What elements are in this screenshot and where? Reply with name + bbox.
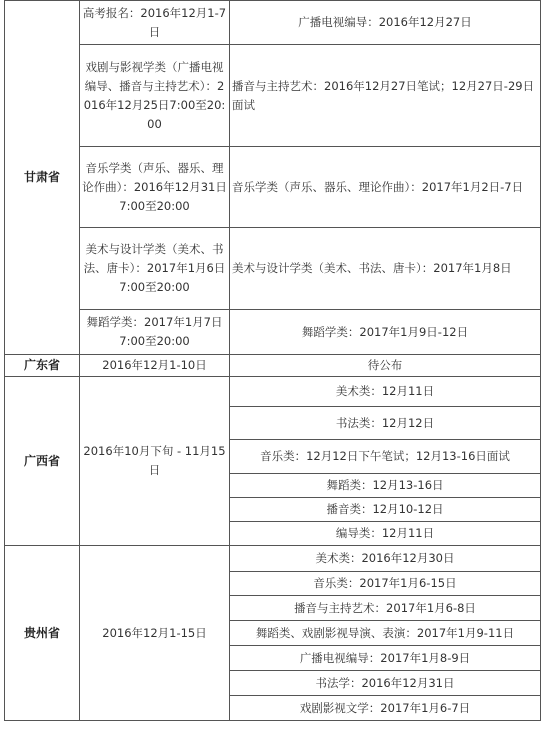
exam-cell: 书法学：2016年12月31日	[230, 671, 541, 696]
exam-cell: 编导类：12月11日	[230, 522, 541, 546]
exam-cell: 播音类：12月10-12日	[230, 498, 541, 522]
exam-cell: 广播电视编导：2016年12月27日	[230, 1, 541, 45]
exam-cell: 播音与主持艺术：2016年12月27日笔试；12月27日-29日面试	[230, 45, 541, 147]
registration-cell: 2016年12月1-10日	[80, 355, 230, 377]
exam-cell: 舞蹈类、戏剧影视导演、表演：2017年1月9-11日	[230, 621, 541, 646]
registration-cell: 2016年12月1-15日	[80, 546, 230, 721]
exam-cell: 戏剧影视文学：2017年1月6-7日	[230, 696, 541, 721]
exam-cell: 音乐类：12月12日下午笔试；12月13-16日面试	[230, 440, 541, 474]
registration-cell: 2016年10月下旬 - 11月15日	[80, 377, 230, 546]
province-cell-gansu: 甘肃省	[5, 1, 80, 355]
table-row	[5, 546, 541, 572]
registration-cell: 舞蹈学类：2017年1月7日7:00至20:00	[80, 310, 230, 355]
table-row	[5, 147, 541, 228]
registration-cell: 戏剧与影视学类（广播电视编导、播音与主持艺术）：2016年12月25日7:00至20:00	[80, 45, 230, 147]
exam-cell: 播音与主持艺术：2017年1月6-8日	[230, 596, 541, 621]
exam-cell: 美术类：2016年12月30日	[230, 546, 541, 572]
table-row	[5, 45, 541, 147]
table-row	[5, 310, 541, 355]
exam-cell: 舞蹈类：12月13-16日	[230, 474, 541, 498]
table-row	[5, 1, 541, 45]
exam-cell: 美术类：12月11日	[230, 377, 541, 407]
exam-cell: 广播电视编导：2017年1月8-9日	[230, 646, 541, 671]
exam-cell: 书法类：12月12日	[230, 407, 541, 440]
table-row	[5, 377, 541, 407]
exam-cell: 舞蹈学类：2017年1月9日-12日	[230, 310, 541, 355]
table-row	[5, 355, 541, 377]
exam-cell: 美术与设计学类（美术、书法、唐卡）：2017年1月8日	[230, 228, 541, 310]
registration-cell: 美术与设计学类（美术、书法、唐卡）：2017年1月6日7:00至20:00	[80, 228, 230, 310]
province-cell-guangdong: 广东省	[5, 355, 80, 377]
exam-cell: 音乐学类（声乐、器乐、理论作曲）：2017年1月2日-7日	[230, 147, 541, 228]
registration-cell: 高考报名：2016年12月1-7日	[80, 1, 230, 45]
exam-cell: 待公布	[230, 355, 541, 377]
registration-cell: 音乐学类（声乐、器乐、理论作曲）：2016年12月31日7:00至20:00	[80, 147, 230, 228]
exam-schedule-table	[4, 0, 541, 721]
province-cell-guizhou: 贵州省	[5, 546, 80, 721]
table-row	[5, 228, 541, 310]
province-cell-guangxi: 广西省	[5, 377, 80, 546]
exam-cell: 音乐类：2017年1月6-15日	[230, 572, 541, 596]
